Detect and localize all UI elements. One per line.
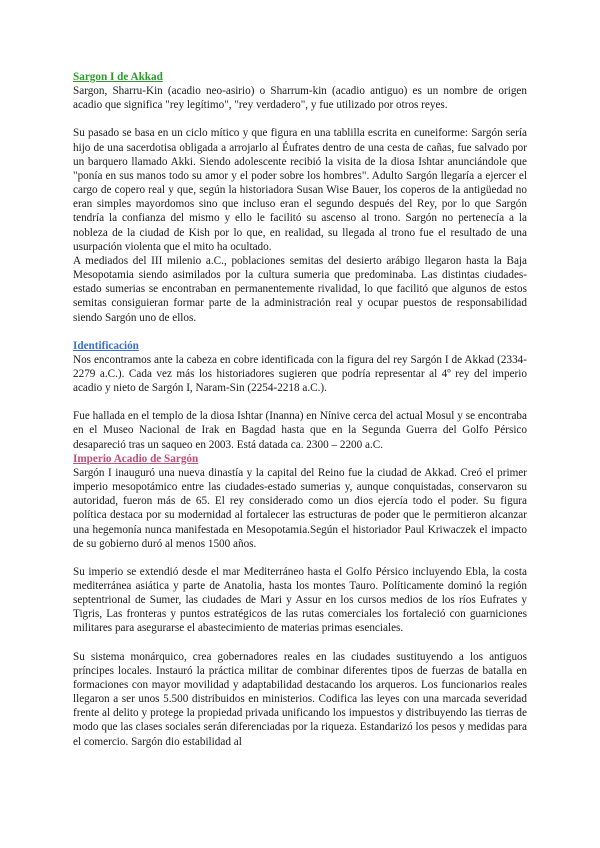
paragraph-territory: Su imperio se extendió desde el mar Mediterráneo hasta el Golfo Pérsico incluyendo Ebla, la costa mediterránea asiática y parte de Anatolia, hasta los montes Tauro. Políticamente dominó la región septentrional de Sumer, las ciudades de Mari y Assur en los cursos medios de los ríos Eufrates y Tigris, Las fronteras y puntos estratégicos de las rutas comerciales los fortaleció con guarniciones militares para asegurarse el abastecimiento de materias primas esenciales. — [73, 565, 527, 635]
document-body — [73, 70, 527, 749]
paragraph-myth: Su pasado se basa en un ciclo mítico y que figura en una tablilla escrita en cuneiforme: Sargón sería hijo de una sacerdotisa obligada a arrojarlo al Éufrates dentro de una cesta de cañas, fue salvado por un barquero llamado Akki. Siendo adolescente recibió la visita de la diosa Ishtar anunciándole que "ponía en sus manos todo su amor y el poder sobre los hombres". Adulto Sargón llegaría a ejercer el cargo de copero real y que, según la historiadora Susan Wise Bauer, los coperos de la antigüedad no eran simples mayordomos sino que incluso eran el segundo después del Rey, por lo que Sargón tendría la confianza del mismo y ello le facilitó su ascenso al trono. Sargón no pertenecía a la nobleza de la ciudad de Kish por lo que, en realidad, su llegada al trono fue el resultado de una usurpación violenta que el mito ha ocultado. — [73, 127, 527, 253]
paragraph-administration: Su sistema monárquico, crea gobernadores reales en las ciudades sustituyendo a los antiguos príncipes locales. Instauró la práctica militar de combinar diferentes tipos de fuerzas de batalla en formaciones con mayor movilidad y adaptabilidad destacando los arqueros. Los funcionarios reales llegaron a ser unos 5.500 distribuidos en ministerios. Codifica las leyes con una marcada severidad frente al delito y protege la propiedad privada unificando los impuestos y distribuyendo las tierras de modo que las clases sociales serán diferenciadas por la riqueza. Estandarizó los pesos y medidas para el comercio. Sargón dio estabilidad al — [73, 650, 527, 748]
paragraph-dynasty: Sargón I inauguró una nueva dinastía y la capital del Reino fue la ciudad de Akkad. Creó el primer imperio mesopotámico entre las ciudades-estado sumerias y, aunque conquistadas, conservaron su autoridad, fueron más de 65. El rey considerado como un dios ejercía todo el poder. Su figura política destaca por su modernidad al fortalecer las estructuras de poder que le permitieron alcanzar una hegemonía nunca manifestada en Mesopotamia.Según el historiador Paul Kriwaczek el impacto de su gobierno duró al menos 1500 años. — [73, 466, 527, 550]
paragraph-copper-head: Nos encontramos ante la cabeza en cobre identificada con la figura del rey Sargón I de Akkad (2334-2279 a.C.). Cada vez más los historiadores sugieren que podría representar al 4º rey del imperio acadio y nieto de Sargón I, Naram-Sin (2254-2218 a.C.). — [73, 353, 527, 395]
title-heading: Sargon I de Akkad — [73, 71, 163, 83]
paragraph-name-origin: Sargon, Sharru-Kin (acadio neo-asirio) o Sharrum-kin (acadio antiguo) es un nombre de origen acadio que significa "rey legítimo", "rey verdadero", y fue utilizado por otros reyes. — [73, 85, 527, 112]
empire-heading: Imperio Acadio de Sargón — [73, 452, 199, 465]
paragraph-discovery: Fue hallada en el templo de la diosa Ishtar (Inanna) en Nínive cerca del actual Mosul y se encontraba en el Museo Nacional de Irak en Bagdad hasta que en la Segunda Guerra del Golfo Pérsico desapareció tras un saqueo en 2003. Está datada ca. 2300 – 2200 a.C. — [73, 410, 527, 451]
paragraph-semites: A mediados del III milenio a.C., poblaciones semitas del desierto arábigo llegaron hasta la Baja Mesopotamia siendo asimilados por la cultura sumeria que predominaba. Las distintas ciudades-estado sumerias se encontraban en permanentemente rivalidad, lo que facilitó que algunos de estos semitas consiguieran formar parte de la administración real y ocupar puestos de responsabilidad siendo Sargón uno de ellos. — [73, 254, 527, 324]
identification-heading: Identificación — [73, 339, 139, 352]
